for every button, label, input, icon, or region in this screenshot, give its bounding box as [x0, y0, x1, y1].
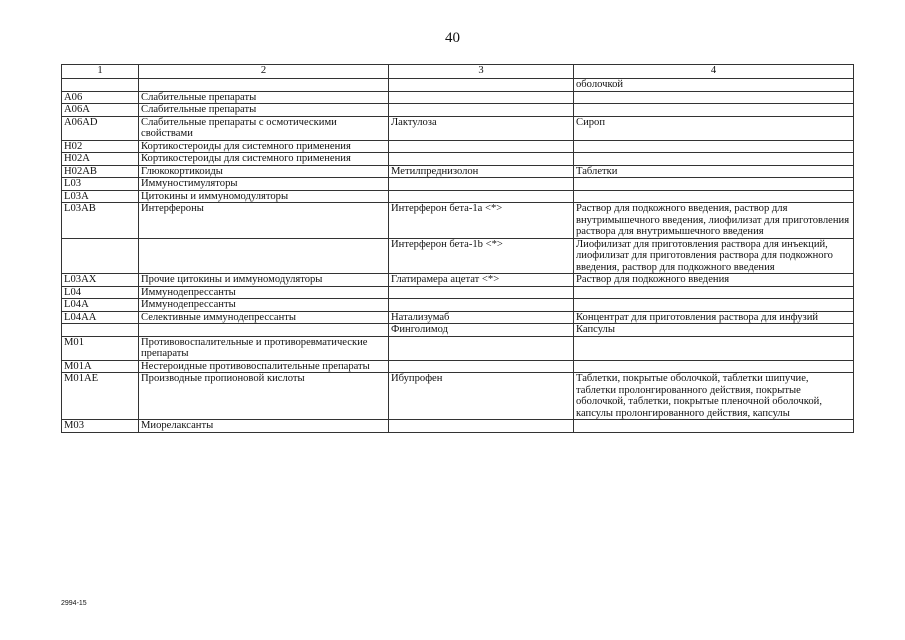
atc-code-cell: M01A	[62, 360, 139, 373]
drug-name-cell	[389, 91, 574, 104]
document-code: 2994-15	[61, 600, 87, 607]
group-name-cell	[139, 238, 389, 274]
group-name-cell: Иммуностимуляторы	[139, 178, 389, 191]
drug-name-cell: Финголимод	[389, 324, 574, 337]
dosage-form-cell	[574, 299, 854, 312]
atc-code-cell: A06AD	[62, 116, 139, 140]
table-row	[62, 299, 854, 312]
atc-code-cell: M01AE	[62, 373, 139, 420]
group-name-cell: Миорелаксанты	[139, 420, 389, 433]
dosage-form-cell: Лиофилизат для приготовления раствора для инъекций, лиофилизат для приготовления раствора для подкожного введения, раствор для подкожного введения	[574, 238, 854, 274]
table-row	[62, 203, 854, 239]
table-header-row	[62, 65, 854, 79]
table-row	[62, 140, 854, 153]
group-name-cell: Слабительные препараты	[139, 91, 389, 104]
table-row	[62, 286, 854, 299]
atc-code-cell: H02A	[62, 153, 139, 166]
dosage-form-cell	[574, 104, 854, 117]
group-name-cell	[139, 324, 389, 337]
dosage-form-cell	[574, 420, 854, 433]
atc-code-cell: L04AA	[62, 311, 139, 324]
group-name-cell: Глюкокортикоиды	[139, 165, 389, 178]
drug-name-cell	[389, 153, 574, 166]
table-row	[62, 79, 854, 92]
dosage-form-cell	[574, 153, 854, 166]
atc-code-cell: L03AB	[62, 203, 139, 239]
atc-code-cell: L03AX	[62, 274, 139, 287]
atc-code-cell: L03	[62, 178, 139, 191]
column-header: 4	[574, 65, 854, 79]
atc-code-cell: L04	[62, 286, 139, 299]
atc-code-cell: H02AB	[62, 165, 139, 178]
group-name-cell: Слабительные препараты	[139, 104, 389, 117]
group-name-cell: Прочие цитокины и иммуномодуляторы	[139, 274, 389, 287]
group-name-cell: Слабительные препараты с осмотическими свойствами	[139, 116, 389, 140]
group-name-cell: Иммунодепрессанты	[139, 286, 389, 299]
column-header: 1	[62, 65, 139, 79]
table-row	[62, 190, 854, 203]
drug-name-cell: Натализумаб	[389, 311, 574, 324]
group-name-cell: Производные пропионовой кислоты	[139, 373, 389, 420]
table-row	[62, 178, 854, 191]
dosage-form-cell	[574, 286, 854, 299]
group-name-cell: Цитокины и иммуномодуляторы	[139, 190, 389, 203]
atc-code-cell	[62, 238, 139, 274]
group-name-cell: Интерфероны	[139, 203, 389, 239]
table-row	[62, 373, 854, 420]
dosage-form-cell	[574, 140, 854, 153]
group-name-cell	[139, 79, 389, 92]
drug-name-cell	[389, 79, 574, 92]
atc-code-cell: M03	[62, 420, 139, 433]
group-name-cell: Нестероидные противовоспалительные препараты	[139, 360, 389, 373]
atc-code-cell: H02	[62, 140, 139, 153]
drug-name-cell: Лактулоза	[389, 116, 574, 140]
dosage-form-cell	[574, 190, 854, 203]
dosage-form-cell: оболочкой	[574, 79, 854, 92]
dosage-form-cell: Раствор для подкожного введения, раствор для внутримышечного введения, лиофилизат для приготовления раствора для внутримышечного введения	[574, 203, 854, 239]
table-row	[62, 360, 854, 373]
table-row	[62, 91, 854, 104]
atc-code-cell: L04A	[62, 299, 139, 312]
drug-name-cell	[389, 420, 574, 433]
table-row	[62, 336, 854, 360]
dosage-form-cell	[574, 336, 854, 360]
page-number: 40	[445, 30, 460, 46]
table-row	[62, 311, 854, 324]
atc-code-cell: A06A	[62, 104, 139, 117]
table-row	[62, 238, 854, 274]
drug-name-cell: Глатирамера ацетат <*>	[389, 274, 574, 287]
drug-name-cell	[389, 104, 574, 117]
drug-name-cell: Интерферон бета-1b <*>	[389, 238, 574, 274]
drug-name-cell	[389, 178, 574, 191]
dosage-form-cell: Капсулы	[574, 324, 854, 337]
drug-name-cell	[389, 299, 574, 312]
atc-code-cell: L03A	[62, 190, 139, 203]
atc-code-cell: A06	[62, 91, 139, 104]
group-name-cell: Селективные иммунодепрессанты	[139, 311, 389, 324]
table-row	[62, 420, 854, 433]
atc-code-cell	[62, 79, 139, 92]
drug-name-cell	[389, 140, 574, 153]
dosage-form-cell	[574, 178, 854, 191]
dosage-form-cell: Таблетки	[574, 165, 854, 178]
table-row	[62, 324, 854, 337]
drug-name-cell: Ибупрофен	[389, 373, 574, 420]
dosage-form-cell	[574, 91, 854, 104]
group-name-cell: Противовоспалительные и противоревматические препараты	[139, 336, 389, 360]
column-header: 2	[139, 65, 389, 79]
group-name-cell: Иммунодепрессанты	[139, 299, 389, 312]
drug-name-cell	[389, 360, 574, 373]
table-row	[62, 274, 854, 287]
table-row	[62, 165, 854, 178]
table-row	[62, 153, 854, 166]
drug-name-cell	[389, 286, 574, 299]
drug-table	[61, 64, 854, 433]
group-name-cell: Кортикостероиды для системного применения	[139, 153, 389, 166]
drug-name-cell: Интерферон бета-1а <*>	[389, 203, 574, 239]
atc-code-cell	[62, 324, 139, 337]
dosage-form-cell: Концентрат для приготовления раствора для инфузий	[574, 311, 854, 324]
table-row	[62, 116, 854, 140]
drug-name-cell	[389, 336, 574, 360]
column-header: 3	[389, 65, 574, 79]
dosage-form-cell	[574, 360, 854, 373]
dosage-form-cell: Таблетки, покрытые оболочкой, таблетки шипучие, таблетки пролонгированного действия, покрытые оболочкой, таблетки, покрытые пленочной оболочкой, капсулы пролонгированного действия, капсулы	[574, 373, 854, 420]
table-row	[62, 104, 854, 117]
drug-name-cell	[389, 190, 574, 203]
group-name-cell: Кортикостероиды для системного применения	[139, 140, 389, 153]
atc-code-cell: M01	[62, 336, 139, 360]
dosage-form-cell: Сироп	[574, 116, 854, 140]
dosage-form-cell: Раствор для подкожного введения	[574, 274, 854, 287]
drug-name-cell: Метилпреднизолон	[389, 165, 574, 178]
